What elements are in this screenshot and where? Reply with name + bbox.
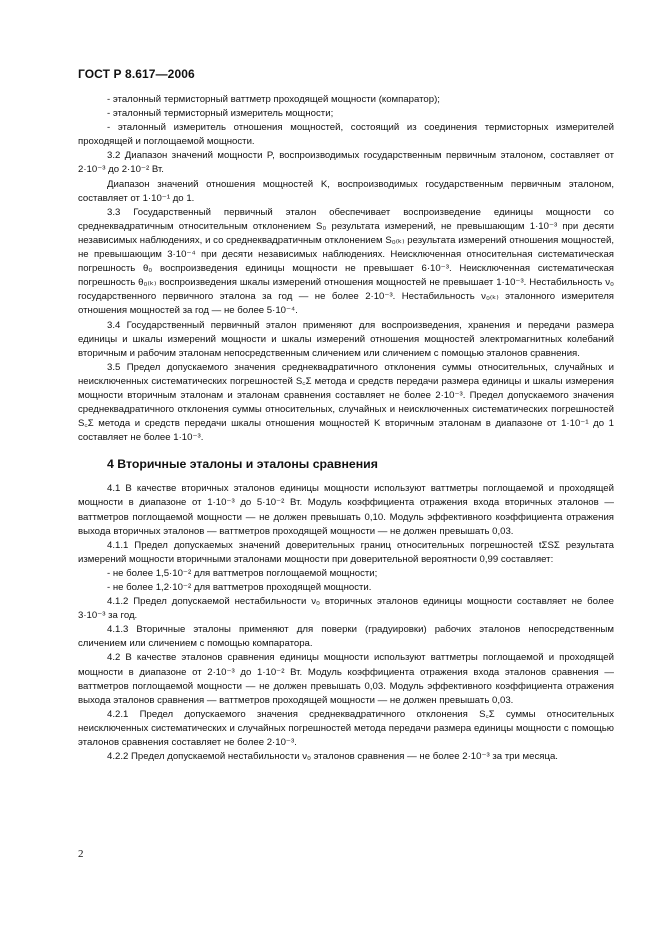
paragraph-4-1-3: 4.1.3 Вторичные эталоны применяют для поверки (градуировки) рабочих эталонов непосредственным сличением или сличением с помощью компаратора. [78, 624, 614, 650]
list-item: - не более 1,2·10⁻² для ваттметров проходящей мощности. [107, 582, 372, 593]
paragraph-4-2-2: 4.2.2 Предел допускаемой нестабильности ν₀ эталонов сравнения — не более 2·10⁻³ за три месяца. [107, 751, 558, 763]
list-item: - не более 1,5·10⁻² для ваттметров поглощаемой мощности; [107, 567, 378, 579]
paragraph-3-2-ratio: Диапазон значений отношения мощностей K, воспроизводимых государственным первичным эталоном, составляет от 1·10⁻¹ до 1. [78, 178, 614, 204]
paragraph-4-1-1: 4.1.1 Предел допускаемых значений доверительных границ относительных погрешностей tΣSΣ результата измерений мощности вторичными эталонами мощности при доверительной вероятности 0,99 составляет: [78, 539, 614, 565]
paragraph-3-4: 3.4 Государственный первичный эталон применяют для воспроизведения, хранения и передачи размера единицы и шкалы измерений мощности и шкалы измерений отношения мощностей электромагнитных колебаний вторичным и рабочим эталонам непосредственным сличением или сличением с помощью эталонов сравнения. [78, 319, 614, 359]
paragraph-4-1-2: 4.1.2 Предел допускаемой нестабильности ν₀ вторичных эталонов единицы мощности составляет не более 3·10⁻³ за год. [78, 596, 614, 622]
standard-header: ГОСТ Р 8.617—2006 [78, 67, 195, 81]
list-item: - эталонный измеритель отношения мощностей, состоящий из соединения термисторных измерителей проходящей и поглощаемой мощности. [78, 122, 614, 148]
paragraph-4-2: 4.2 В качестве эталонов сравнения единицы мощности используют ваттметры поглощаемой и проходящей мощности в диапазоне от 2·10⁻³ до 1·10⁻² Вт. Модуль коэффициента отражения входа эталонов сравнения — ваттметров поглощаемой мощности — не должен превышать 0,03. Модуль эффективного коэффициента отражения выхода эталонов сравнения — ваттметров проходящей мощности — не должен превышать 0,03. [78, 652, 614, 706]
paragraph-4-2-1: 4.2.1 Предел допускаемого значения среднеквадратичного отклонения S꜀Σ суммы относительных неисключенных систематических и случайных погрешностей метода передачи размера единицы мощности с помощью эталонов сравнения составляет не более 2·10⁻³. [78, 708, 614, 749]
list-item: - эталонный термисторный измеритель мощности; [107, 108, 334, 120]
list-item: - эталонный термисторный ваттметр проходящей мощности (компаратор); [107, 94, 440, 105]
section-4-heading: 4 Вторичные эталоны и эталоны сравнения [107, 457, 378, 472]
paragraph-4-1: 4.1 В качестве вторичных эталонов единицы мощности используют ваттметры поглощаемой и проходящей мощности в диапазоне от 1·10⁻³ до 5·10⁻² Вт. Модуль коэффициента отражения входа вторичных эталонов — ваттметров поглощаемой мощности — не должен превышать 0,10. Модуль эффективного коэффициента отражения выхода вторичных эталонов — ваттметров проходящей мощности — не должен превышать 0,03. [78, 483, 614, 537]
document-body [78, 93, 614, 764]
paragraph-3-5: 3.5 Предел допускаемого значения среднеквадратичного отклонения суммы относительных, случайных и неисключенных систематических погрешностей S꜀Σ метода и средств передачи размера единицы и шкалы измерения мощности вторичным эталонам и эталонам сравнения составляет не более 2·10⁻³. Предел допускаемого значения среднеквадратичного отклонения суммы относительных, случайных и неисключенных систематических погрешностей S꜀Σ метода и средств передачи шкалы отношения мощностей K вторичным эталонам в диапазоне от 1·10⁻¹ до 1 составляет не более 1·10⁻³. [78, 361, 614, 444]
page-number: 2 [78, 848, 84, 860]
paragraph-3-2: 3.2 Диапазон значений мощности P, воспроизводимых государственным первичным эталоном, составляет от 2·10⁻³ до 2·10⁻² Вт. [78, 150, 614, 176]
paragraph-3-3: 3.3 Государственный первичный эталон обеспечивает воспроизведение единицы мощности со среднеквадратичным относительным отклонением S₀ результата измерений, не превышающим 1·10⁻³ при десяти независимых наблюдениях, и со среднеквадратичным отклонением S₀₍ₖ₎ результата измерений отношения мощностей, не превышающим 3·10⁻⁴ при десяти независимых наблюдениях. Неисключенная относительная систематическая погрешность θ₀ воспроизведения единицы мощности не превышает 6·10⁻³. Неисключенная систематическая погрешность θ₀₍ₖ₎ воспроизведения шкалы измерений отношения мощностей не превышает 1·10⁻³. Нестабильность ν₀ государственного первичного эталона за год — не более 2·10⁻³. Нестабильность ν₀₍ₖ₎ эталонного измерителя отношения мощностей за год — не более 5·10⁻⁴. [78, 206, 614, 317]
